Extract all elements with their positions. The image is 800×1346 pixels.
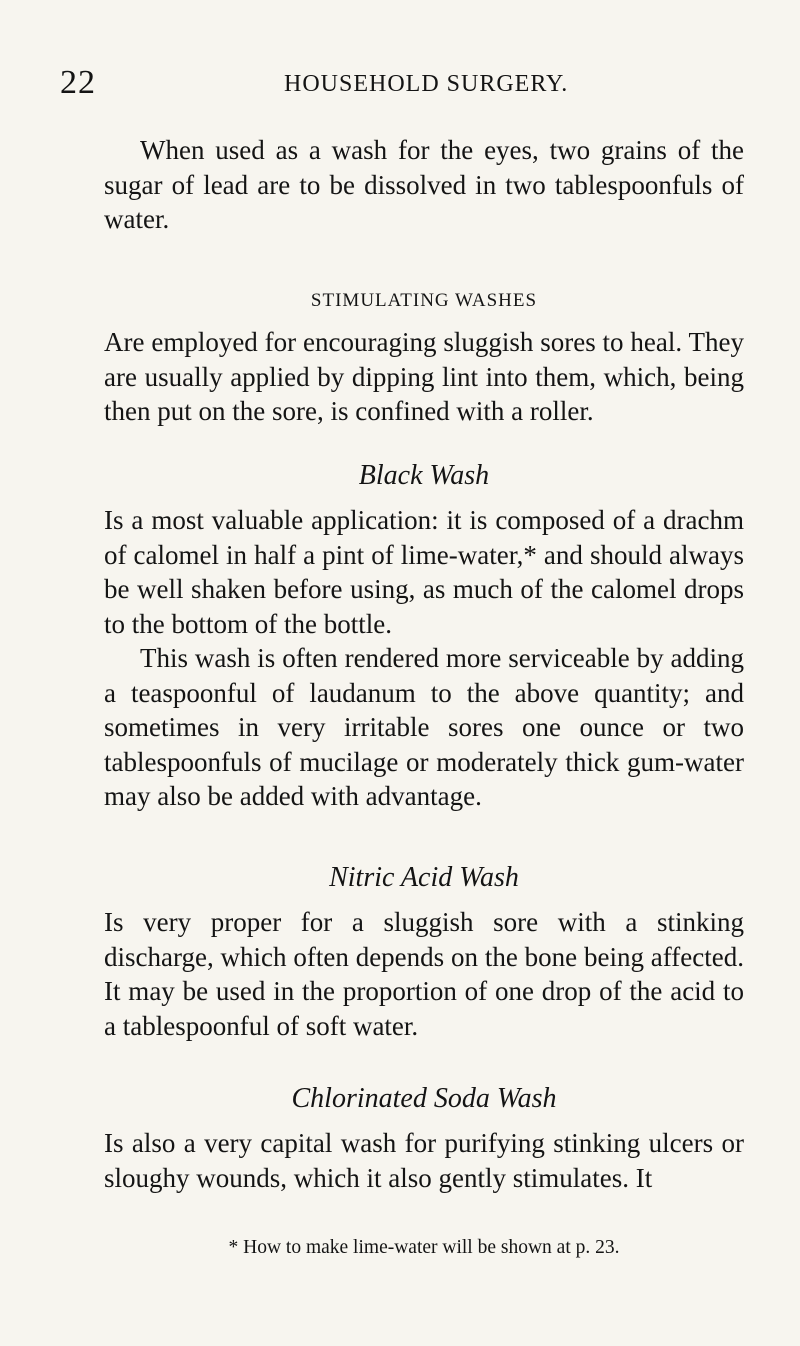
paragraph-eye-wash: When used as a wash for the eyes, two grains of the sugar of lead are to be dissolved in two tablespoonfuls of water. [104, 135, 744, 234]
paragraph-black-wash-addition: This wash is often rendered more serviceable by adding a teaspoonful of laudanum to the above quantity; and sometimes in very irritable sores one ounce or two tablespoonfuls of mucilage or moderately thick gum-water may also be added with advantage. [104, 643, 744, 811]
paragraph-stimulating-washes: Are employed for encouraging sluggish sores to heal. They are usually applied by dipping lint into them, which, being then put on the sore, is confined with a roller. [104, 327, 744, 426]
heading-chlorinated-soda-wash: Chlorinated Soda Wash [291, 1083, 557, 1114]
paragraph-black-wash: Is a most valuable application: it is composed of a drachm of calomel in half a pint of lime-water,* and should always be well shaken before using, as much of the calomel drops to the bottom of the bottle. [104, 505, 744, 639]
page-number: 22 [60, 64, 96, 101]
running-head [60, 64, 760, 104]
heading-black-wash: Black Wash [358, 460, 490, 491]
paragraph-chlorinated-soda-wash: Is also a very capital wash for purifying stinking ulcers or sloughy wounds, which it also gently stimulates. It [104, 1128, 744, 1193]
paragraph-nitric-acid-wash: Is very proper for a sluggish sore with a stinking discharge, which often depends on the bone being affected. It may be used in the proportion of one drop of the acid to a tablespoonful of soft water. [104, 907, 744, 1041]
heading-nitric-acid-wash: Nitric Acid Wash [329, 862, 519, 893]
heading-stimulating-washes: STIMULATING WASHES [310, 290, 538, 311]
running-title: HOUSEHOLD SURGERY. [284, 71, 569, 97]
footnote: * How to make lime-water will be shown at p. 23. [228, 1237, 620, 1258]
